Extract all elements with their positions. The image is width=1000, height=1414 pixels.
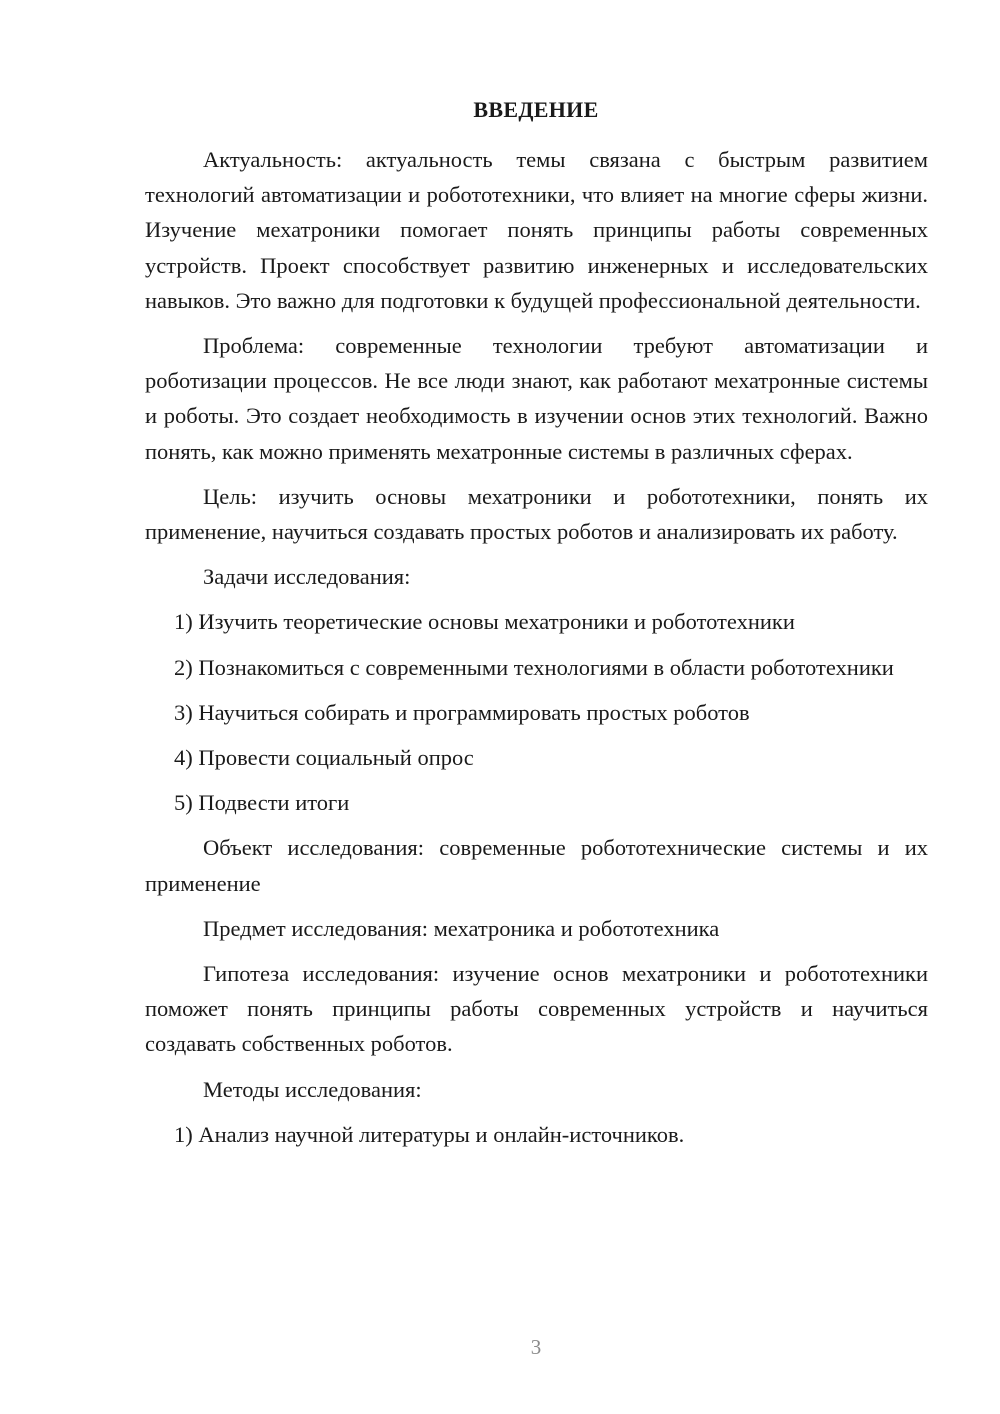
method-item-1: 1) Анализ научной литературы и онлайн-источников. — [174, 1121, 685, 1147]
tasks-heading: Задачи исследования: — [203, 564, 411, 590]
paragraph-hypothesis: Гипотеза исследования: изучение основ мехатроники и робототехники поможет понять принципы работы современных устройств и научиться создавать собственных роботов. — [145, 961, 928, 1057]
page-body — [145, 142, 928, 1162]
task-item-4: 4) Провести социальный опрос — [174, 745, 474, 771]
page-number: 3 — [530, 1335, 542, 1359]
task-item-5: 5) Подвести итоги — [174, 790, 350, 816]
task-item-2: 2) Познакомиться с современными технологиями в области робототехники — [174, 654, 894, 680]
page-title: ВВЕДЕНИЕ — [473, 97, 599, 122]
paragraph-subject: Предмет исследования: мехатроника и робототехника — [203, 915, 720, 941]
paragraph-problem: Проблема: современные технологии требуют автоматизации и роботизации процессов. Не все люди знают, как работают мехатронные системы и роботы. Это создает необходимость в изучении основ этих технологий. Важно понять, как можно применять мехатронные системы в различных сферах. — [145, 333, 928, 464]
task-item-1: 1) Изучить теоретические основы мехатроники и робототехники — [174, 609, 795, 635]
paragraph-relevance: Актуальность: актуальность темы связана с быстрым развитием технологий автоматизации и робототехники, что влияет на многие сферы жизни. Изучение мехатроники помогает понять принципы работы современных устройств. Проект способствует развитию инженерных и исследовательских навыков. Это важно для подготовки к будущей профессиональной деятельности. — [145, 147, 928, 313]
paragraph-goal: Цель: изучить основы мехатроники и робототехники, понять их применение, научиться создавать простых роботов и анализировать их работу. — [145, 483, 928, 545]
methods-heading: Методы исследования: — [203, 1076, 422, 1102]
paragraph-object: Объект исследования: современные робототехнические системы и их применение — [145, 835, 928, 896]
task-item-3: 3) Научиться собирать и программировать простых роботов — [174, 699, 750, 725]
